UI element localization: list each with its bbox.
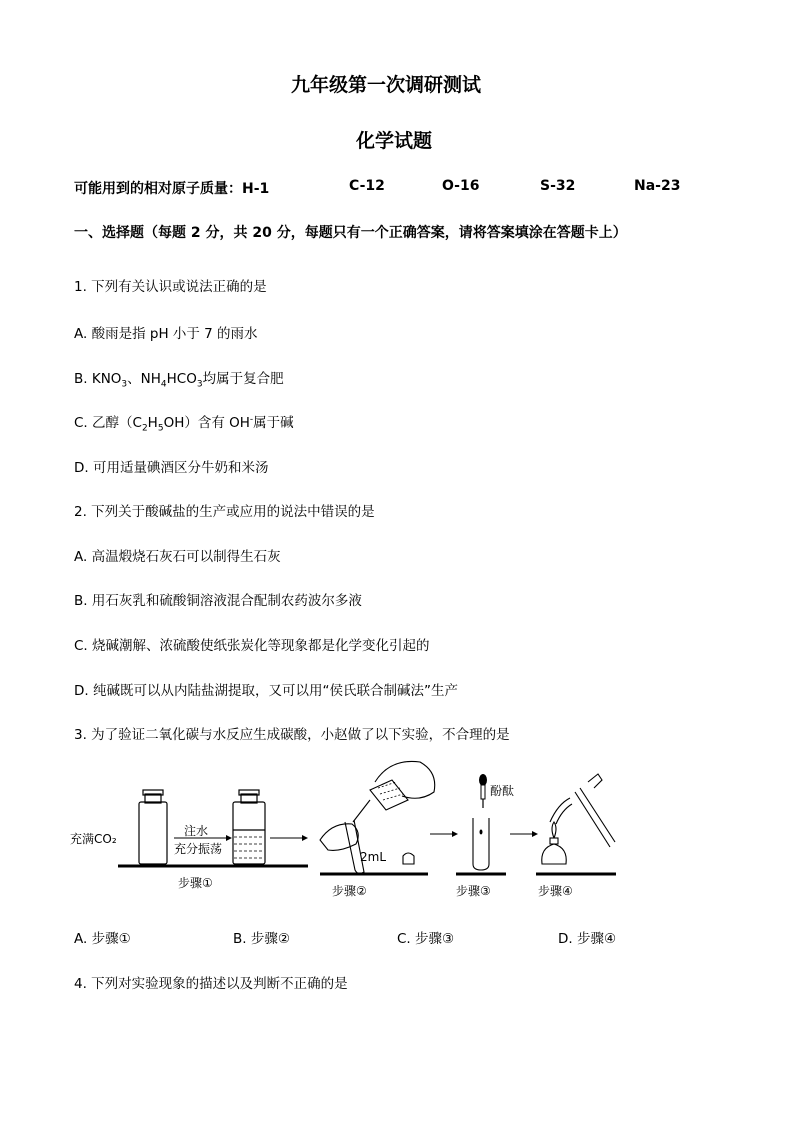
q2-stem: 2. 下列关于酸碱盐的生产或应用的说法中错误的是	[74, 504, 375, 520]
q3-experiment-figure	[70, 752, 650, 904]
section-heading: 一、选择题（每题 2 分，共 20 分，每题只有一个正确答案，请将答案填涂在答题卡上）	[74, 225, 627, 241]
atomic-c: C-12	[349, 178, 385, 194]
q3-option-a: A. 步骤①	[74, 931, 131, 947]
q4-stem: 4. 下列对实验现象的描述以及判断不正确的是	[74, 976, 348, 992]
q1-option-c: C. 乙醇$(C_2H_5OH)$含有 OH-属于碱	[74, 414, 294, 434]
q2-option-b: B. 用石灰乳和硫酸铜溶液混合配制农药波尔多液	[74, 593, 362, 609]
fig-step3-label: 步骤③	[456, 884, 491, 898]
q1-option-a: A. 酸雨是指 pH 小于 7 的雨水	[74, 326, 258, 342]
atomic-o: O-16	[442, 178, 480, 194]
alcohol-lamp-heating-icon	[542, 774, 615, 864]
q2-option-c: C. 烧碱潮解、浓硫酸使纸张炭化等现象都是化学变化引起的	[74, 638, 430, 654]
fig-phenolphthalein-label: 酚酞	[490, 784, 515, 798]
q3-option-b: B. 步骤②	[233, 931, 290, 947]
q3-option-d: D. 步骤④	[558, 931, 617, 947]
q1-stem: 1. 下列有关认识或说法正确的是	[74, 279, 267, 295]
page-subtitle: 化学试题	[356, 130, 433, 152]
fig-step4-label: 步骤④	[538, 884, 573, 898]
q2-option-a: A. 高温煅烧石灰石可以制得生石灰	[74, 549, 281, 565]
q1-option-d: D. 可用适量碘酒区分牛奶和米汤	[74, 460, 269, 476]
q3-stem: 3. 为了验证二氧化碳与水反应生成碳酸，小赵做了以下实验，不合理的是	[74, 727, 510, 743]
dropper-icon	[479, 774, 487, 808]
bottle-icon	[139, 790, 167, 864]
q3-option-c: C. 步骤③	[397, 931, 455, 947]
bottle-with-water-icon	[233, 790, 265, 864]
fig-step2-label: 步骤②	[332, 884, 367, 898]
test-tube-icon	[473, 818, 489, 870]
fig-co2-label: 充满CO₂	[70, 832, 117, 846]
fig-step1-label: 步骤①	[178, 876, 213, 890]
page-title: 九年级第一次调研测试	[291, 74, 482, 96]
atomic-s: S-32	[540, 178, 576, 194]
atomic-label: 可能用到的相对原子质量：H-1	[74, 181, 270, 197]
atomic-na: Na-23	[634, 178, 681, 194]
fig-inject-label: 注水	[184, 824, 209, 838]
q1-option-b: B. $KNO_3$、$NH_4HCO_3$均属于复合肥	[74, 371, 284, 390]
fig-volume-label: 2mL	[360, 850, 387, 864]
fig-shake-label: 充分振荡	[174, 842, 223, 856]
q2-option-d: D. 纯碱既可以从内陆盐湖提取，又可以用“侯氏联合制碱法”生产	[74, 683, 458, 699]
